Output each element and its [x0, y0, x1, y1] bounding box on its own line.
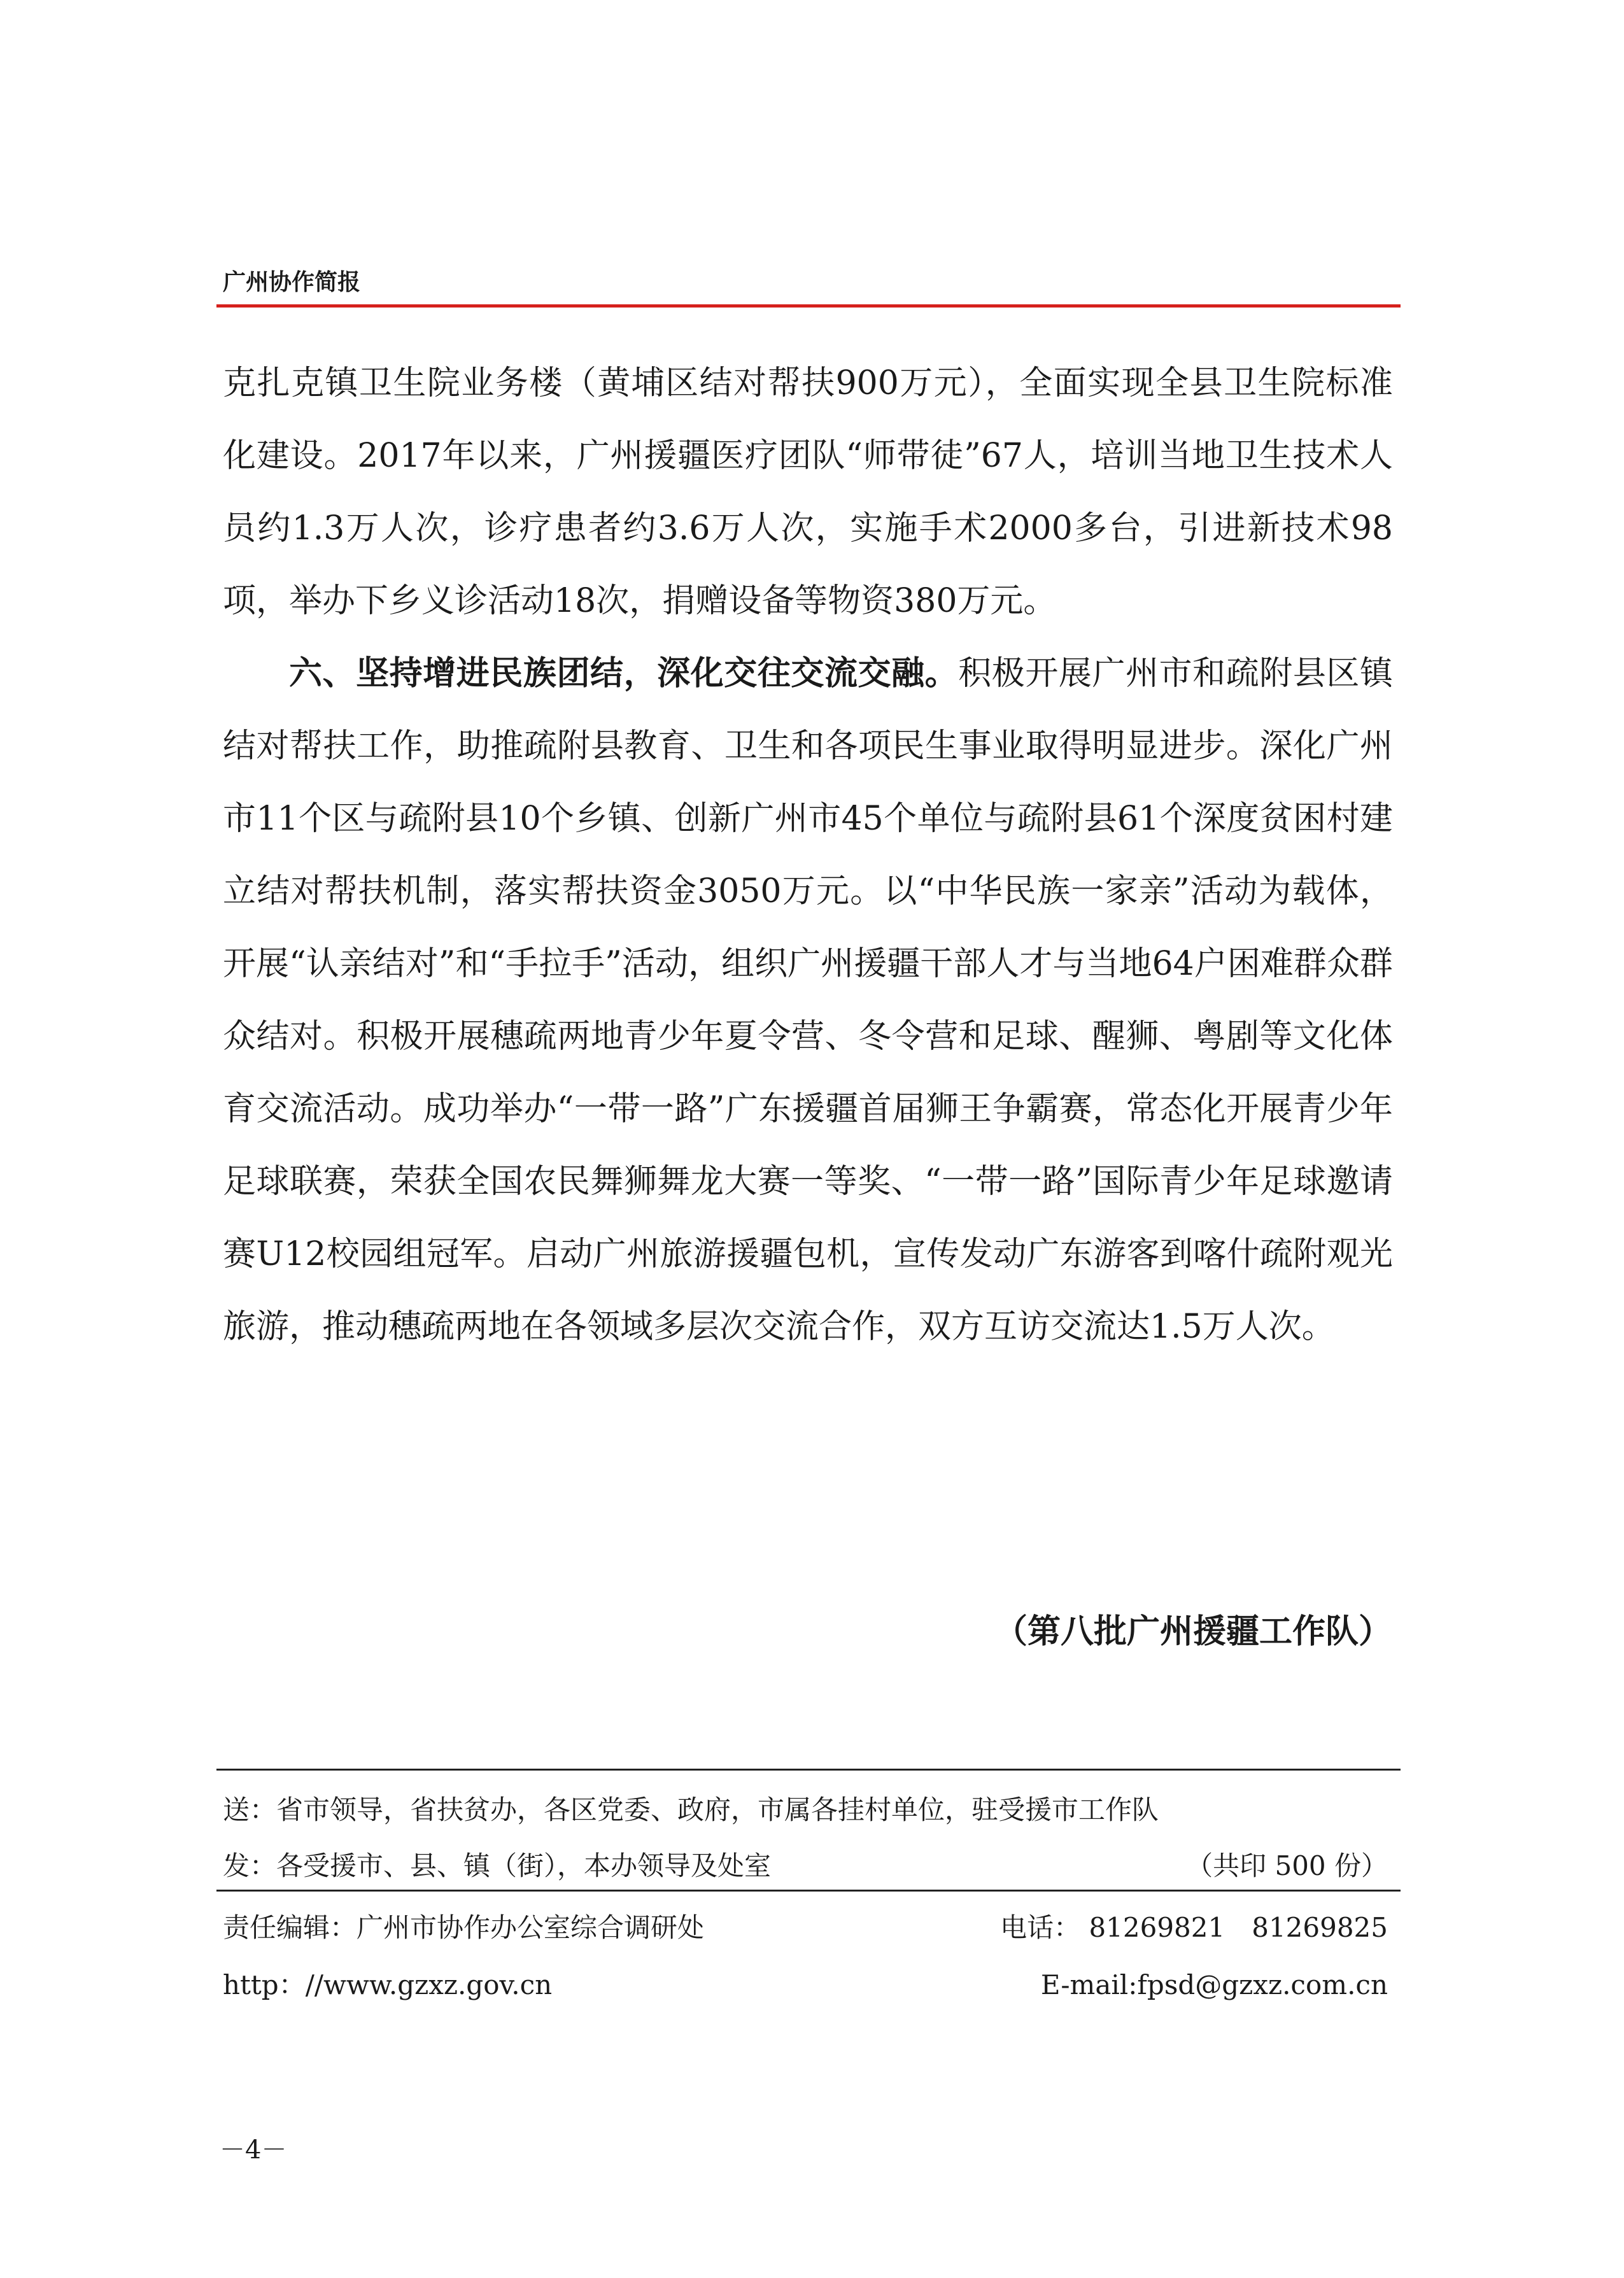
distribute-text: 发：各受援市、县、镇（街），本办领导及处室 [223, 1850, 772, 1881]
editor-line [223, 1907, 1388, 1945]
section-heading-six: 六、坚持增进民族团结，深化交往交流交融。 [289, 654, 959, 693]
phone-text: 电话： 81269821 81269825 [1000, 1912, 1388, 1943]
article-body [223, 347, 1393, 1363]
send-to-text: 送：省市领导，省扶贫办，各区党委、政府，市属各挂村单位，驻受援市工作队 [223, 1794, 1159, 1825]
paragraph-health: 克扎克镇卫生院业务楼（黄埔区结对帮扶900万元），全面实现全县卫生院标准化建设。2017年以来，广州援疆医疗团队“师带徒”67人，培训当地卫生技术人员约1.3万人次，诊疗患者约3.6万人次，实施手术2000多台，引进新技术98项，举办下乡义诊活动18次，捐赠设备等物资380万元。 [223, 364, 1393, 620]
author-signature: （第八批广州援疆工作队） [994, 1613, 1392, 1651]
send-to-line [223, 1789, 1388, 1827]
newsletter-title: 广州协作简报 [223, 269, 361, 295]
paragraph-ethnic-unity [223, 637, 1393, 1363]
distribute-line [223, 1845, 1388, 1883]
contact-line [223, 1964, 1388, 2002]
editor-text: 责任编辑：广州市协作办公室综合调研处 [223, 1912, 705, 1943]
footer-middle-rule [216, 1890, 1401, 1892]
email-link[interactable]: E-mail:fpsd@gzxz.com.cn [1040, 1969, 1388, 2000]
website-link[interactable]: http：//www.gzxz.gov.cn [223, 1969, 553, 2000]
footer-top-rule [216, 1769, 1401, 1771]
print-count: （共印 500 份） [1186, 1850, 1388, 1881]
header-divider [216, 304, 1401, 308]
paragraph-ethnic-unity-text: 积极开展广州市和疏附县区镇结对帮扶工作，助推疏附县教育、卫生和各项民生事业取得明显进步。深化广州市11个区与疏附县10个乡镇、创新广州市45个单位与疏附县61个深度贫困村建立结对帮扶机制，落实帮扶资金3050万元。以“中华民族一家亲”活动为载体，开展“认亲结对”和“手拉手”活动，组织广州援疆干部人才与当地64户困难群众群众结对。积极开展穗疏两地青少年夏令营、冬令营和足球、醒狮、粤剧等文化体育交流活动。成功举办“一带一路”广东援疆首届狮王争霸赛，常态化开展青少年足球联赛，荣获全国农民舞狮舞龙大赛一等奖、“一带一路”国际青少年足球邀请赛U12校园组冠军。启动广州旅游援疆包机，宣传发动广东游客到喀什疏附观光旅游，推动穗疏两地在各领域多层次交流合作，双方互访交流达1.5万人次。 [223, 654, 1393, 1346]
page-number: －4－ [220, 2135, 287, 2165]
